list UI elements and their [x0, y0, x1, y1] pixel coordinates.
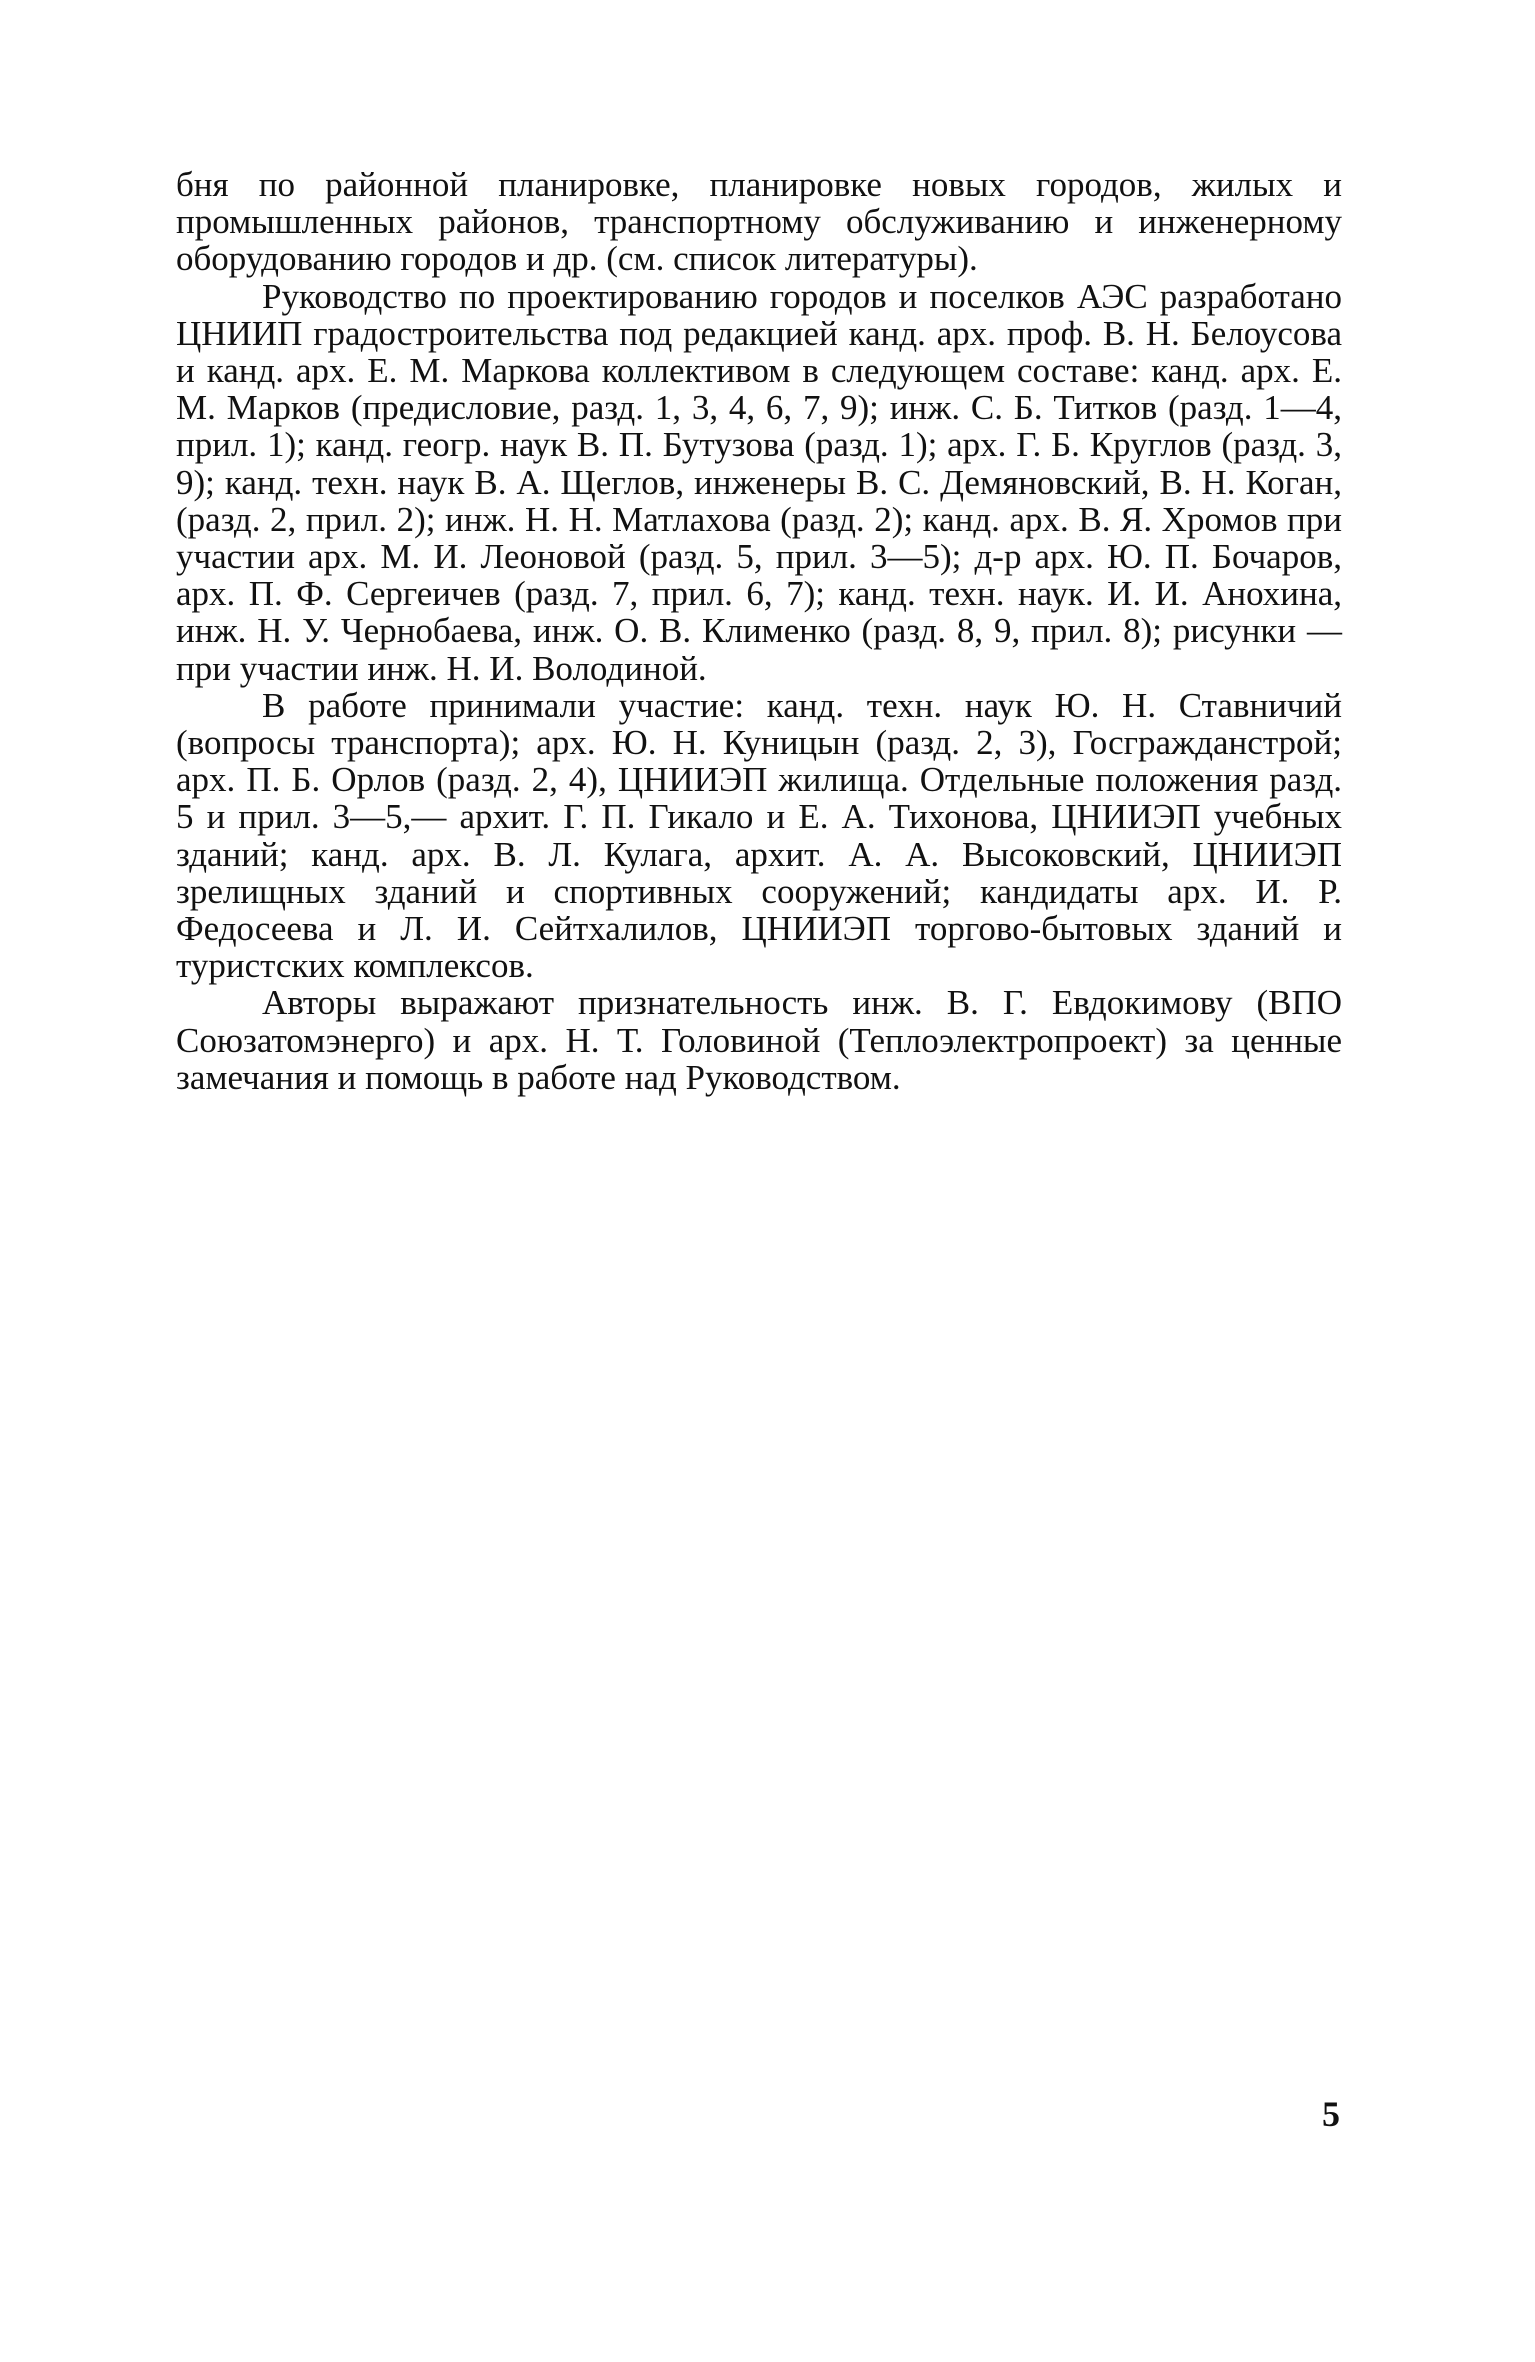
paragraph-1: бня по районной планировке, планировке новых городов, жилых и промышленных районов, транспортному обслуживанию и инженерному оборудованию городов и др. (см. список литературы). — [176, 165, 1342, 279]
body-text — [176, 166, 1342, 1096]
paragraph-2: Руководство по проектированию городов и поселков АЭС разработано ЦНИИП градостроительства под редакцией канд. арх. проф. В. Н. Белоусова и канд. арх. Е. М. Маркова коллективом в следующем составе: канд. арх. Е. М. Марков (предисловие, разд. 1, 3, 4, 6, 7, 9); инж. С. Б. Титков (разд. 1—4, прил. 1); канд. геогр. наук В. П. Бутузова (разд. 1); арх. Г. Б. Круглов (разд. 3, 9); канд. техн. наук В. А. Щеглов, инженеры В. С. Демяновский, В. Н. Коган, (разд. 2, прил. 2); инж. Н. Н. Матлахова (разд. 2); канд. арх. В. Я. Хромов при участии арх. М. И. Леоновой (разд. 5, прил. 3—5); д-р арх. Ю. П. Бочаров, арх. П. Ф. Сергеичев (разд. 7, прил. 6, 7); канд. техн. наук. И. И. Анохина, инж. Н. У. Чернобаева, инж. О. В. Клименко (разд. 8, 9, прил. 8); рисунки — при участии инж. Н. И. Володиной. — [176, 276, 1342, 688]
paragraph-3: В работе принимали участие: канд. техн. наук Ю. Н. Ставничий (вопросы транспорта); арх. Ю. Н. Куницын (разд. 2, 3), Госгражданстрой; арх. П. Б. Орлов (разд. 2, 4), ЦНИИЭП жилища. Отдельные положения разд. 5 и прил. 3—5,— архит. Г. П. Гикало и Е. А. Тихонова, ЦНИИЭП учебных зданий; канд. арх. В. Л. Кулага, архит. А. А. Высоковский, ЦНИИЭП зрелищных зданий и спортивных сооружений; кандидаты арх. И. Р. Федосеева и Л. И. Сейтхалилов, ЦНИИЭП торгово-бытовых зданий и туристских комплексов. — [176, 685, 1342, 986]
page-number: 5 — [1322, 2094, 1340, 2134]
paragraph-4: Авторы выражают признательность инж. В. Г. Евдокимову (ВПО Союзатомэнерго) и арх. Н. Т. Головиной (Теплоэлектропроект) за ценные замечания и помощь в работе над Руководством. — [176, 983, 1342, 1097]
